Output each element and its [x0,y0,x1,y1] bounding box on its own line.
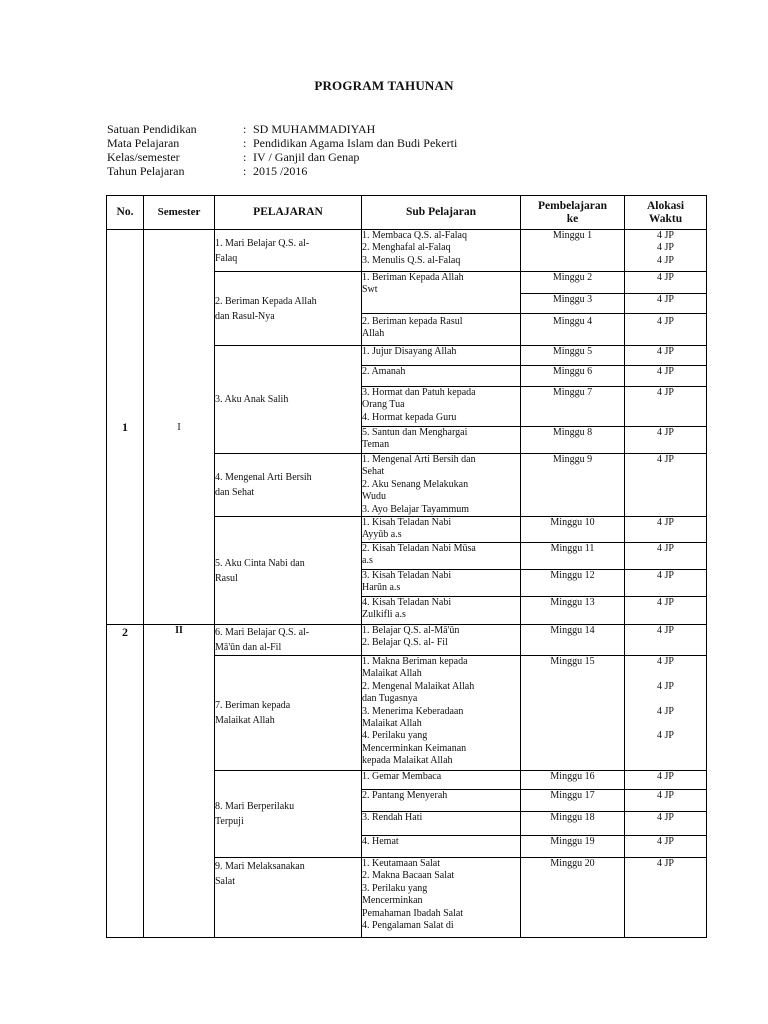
alokasi-cell: 4 JP [625,543,707,570]
sub-pelajaran-text: 3. Kisah Teladan Nabi Harūn a.s [362,570,452,594]
pelajaran-text: 8. Mari Berperilaku Terpuji [215,801,295,828]
pembelajaran-cell: Minggu 6 [521,366,625,387]
alokasi-cell: 4 JP [625,294,707,314]
header-no: No. [107,196,144,230]
table-row [107,625,707,656]
sub-pelajaran-text: 1. Membaca Q.S. al-Falaq 2. Menghafal al-Falaq 3. Menulis Q.S. al-Falaq [362,230,467,266]
sub-pelajaran-text: 1. Gemar Membaca [362,771,442,783]
info-value: Pendidikan Agama Islam dan Budi Pekerti [253,136,458,150]
pelajaran-text: 4. Mengenal Arti Bersih dan Sehat [215,472,312,499]
sub-pelajaran-cell [362,790,521,812]
sub-pelajaran-cell [362,454,521,517]
semester-number: 2 [107,625,144,938]
pelajaran-text: 5. Aku Cinta Nabi dan Rasul [215,557,305,584]
sub-pelajaran-text: 2. Kisah Teladan Nabi Mūsa a.s [362,543,476,567]
alokasi-cell: 4 JP [625,454,707,517]
pelajaran-text: 6. Mari Belajar Q.S. al- Mā'ūn dan al-Fil [215,627,310,654]
sub-pelajaran-cell [362,427,521,454]
alokasi-cell: 4 JP [625,272,707,294]
sub-pelajaran-cell [362,570,521,597]
pembelajaran-cell: Minggu 4 [521,314,625,346]
sub-pelajaran-text: 1. Keutamaan Salat 2. Makna Bacaan Salat 3. Perilaku yang Mencerminkan Pemahaman Ibadah Salat 4. Pengalaman Salat di [362,858,464,932]
pembelajaran-cell: Minggu 17 [521,790,625,812]
pembelajaran-cell: Minggu 18 [521,812,625,836]
pembelajaran-cell: Minggu 14 [521,625,625,656]
pelajaran-cell [215,346,362,454]
pelajaran-cell [215,625,362,656]
alokasi-cell: 4 JP [625,427,707,454]
alokasi-cell: 4 JP [625,366,707,387]
pelajaran-cell [215,272,362,346]
pembelajaran-cell: Minggu 16 [521,771,625,790]
sub-pelajaran-text: 1. Mengenal Arti Bersih dan Sehat 2. Aku Senang Melakukan Wudu 3. Ayo Belajar Tayammum [362,454,476,515]
info-value: IV / Ganjil dan Genap [253,150,360,164]
alokasi-cell: 4 JP [625,570,707,597]
sub-pelajaran-cell [362,314,521,346]
header-pelajaran: PELAJARAN [215,196,362,230]
pelajaran-cell [215,230,362,272]
info-colon: : [243,164,247,178]
pelajaran-text: 9. Mari Melaksanakan Salat [215,861,305,888]
pembelajaran-cell: Minggu 1 [521,230,625,272]
pelajaran-text: 7. Beriman kepada Malaikat Allah [215,700,291,727]
header-alokasi-text: Alokasi Waktu [646,199,685,225]
info-row-satuan [107,122,457,136]
pelajaran-cell [215,858,362,938]
alokasi-cell [625,656,707,771]
info-value: SD MUHAMMADIYAH [253,122,376,136]
alokasi-cell: 4 JP [625,597,707,625]
sub-pelajaran-text: 3. Rendah Hati [362,812,423,824]
info-row-tahun [107,164,457,178]
sub-pelajaran-text: 1. Jujur Disayang Allah [362,346,457,357]
pembelajaran-cell: Minggu 2 [521,272,625,294]
sub-pelajaran-cell [362,597,521,625]
alokasi-cell: 4 JP [625,346,707,366]
alokasi-cell: 4 JP [625,314,707,346]
program-table [106,195,707,938]
alokasi-cell: 4 JP [625,387,707,427]
pembelajaran-cell: Minggu 15 [521,656,625,771]
sub-pelajaran-cell [362,387,521,427]
sub-pelajaran-cell [362,517,521,543]
pembelajaran-cell: Minggu 8 [521,427,625,454]
sub-pelajaran-text: 1. Kisah Teladan Nabi Ayyūb a.s [362,517,452,541]
header-alokasi [625,196,707,230]
sub-pelajaran-text: 3. Hormat dan Patuh kepada Orang Tua 4. Hormat kepada Guru [362,387,476,423]
alokasi-text: 4 JP 4 JP 4 JP [657,230,674,266]
sub-pelajaran-text: 1. Makna Beriman kepada Malaikat Allah 2. Mengenal Malaikat Allah dan Tugasnya 3. Menerima Keberadaan Malaikat Allah 4. Perilaku yang Mencerminkan Keimanan kepada Malaikat Allah [362,656,475,767]
sub-pelajaran-text: 4. Hemat [362,836,399,848]
info-key: Tahun Pelajaran [107,164,185,178]
sub-pelajaran-cell [362,656,521,771]
pelajaran-cell [215,771,362,858]
alokasi-cell: 4 JP [625,625,707,656]
alokasi-cell: 4 JP [625,858,707,938]
pembelajaran-cell: Minggu 7 [521,387,625,427]
sub-pelajaran-cell [362,272,521,314]
info-value: 2015 /2016 [253,164,308,178]
info-row-mapel [107,136,457,150]
pembelajaran-cell: Minggu 13 [521,597,625,625]
sub-pelajaran-cell [362,366,521,387]
sub-pelajaran-text: 2. Amanah [362,366,406,377]
alokasi-text: 4 JP 4 JP 4 JP 4 JP [657,656,674,742]
pembelajaran-cell: Minggu 10 [521,517,625,543]
sub-pelajaran-text: 5. Santun dan Menghargai Teman [362,427,468,451]
sub-pelajaran-text: 2. Pantang Menyerah [362,790,448,802]
header-sub-pelajaran: Sub Pelajaran [362,196,521,230]
pelajaran-cell [215,656,362,771]
header-pembelajaran-text: Pembelajaran ke [538,199,607,225]
header-row [107,196,707,230]
sub-pelajaran-cell [362,812,521,836]
info-key: Kelas/semester [107,150,180,164]
semester-label: II [144,625,215,938]
info-key: Satuan Pendidikan [107,122,197,136]
semester-number: 1 [107,230,144,625]
info-block [107,122,457,178]
alokasi-cell [625,230,707,272]
sub-pelajaran-cell [362,346,521,366]
sub-pelajaran-cell [362,771,521,790]
sub-pelajaran-cell [362,836,521,858]
pembelajaran-cell: Minggu 12 [521,570,625,597]
sub-pelajaran-cell [362,230,521,272]
semester-label: I [144,230,215,625]
page-title: PROGRAM TAHUNAN [314,78,454,93]
info-row-kelas [107,150,457,164]
alokasi-cell: 4 JP [625,790,707,812]
alokasi-cell: 4 JP [625,771,707,790]
sub-pelajaran-cell [362,625,521,656]
info-colon: : [243,136,247,150]
header-semester: Semester [144,196,215,230]
sub-pelajaran-text: 2. Beriman kepada Rasul Allah [362,316,463,340]
pelajaran-text: 3. Aku Anak Salih [215,394,289,405]
alokasi-cell: 4 JP [625,836,707,858]
info-colon: : [243,150,247,164]
pembelajaran-cell: Minggu 20 [521,858,625,938]
alokasi-cell: 4 JP [625,812,707,836]
sub-pelajaran-text: 4. Kisah Teladan Nabi Zulkifli a.s [362,597,452,621]
info-key: Mata Pelajaran [107,136,180,150]
alokasi-cell: 4 JP [625,517,707,543]
pembelajaran-cell: Minggu 5 [521,346,625,366]
sub-pelajaran-text: 1. Belajar Q.S. al-Mā'ūn 2. Belajar Q.S. al- Fil [362,625,460,649]
sub-pelajaran-text: 1. Beriman Kepada Allah Swt [362,272,464,296]
pembelajaran-cell: Minggu 9 [521,454,625,517]
pembelajaran-cell: Minggu 19 [521,836,625,858]
pelajaran-cell [215,517,362,625]
header-pembelajaran [521,196,625,230]
pembelajaran-cell: Minggu 11 [521,543,625,570]
info-colon: : [243,122,247,136]
pelajaran-text: 2. Beriman Kepada Allah dan Rasul-Nya [215,295,317,322]
pelajaran-cell [215,454,362,517]
sub-pelajaran-cell [362,543,521,570]
pembelajaran-cell: Minggu 3 [521,294,625,314]
table-row [107,230,707,272]
sub-pelajaran-cell [362,858,521,938]
pelajaran-text: 1. Mari Belajar Q.S. al- Falaq [215,237,310,264]
